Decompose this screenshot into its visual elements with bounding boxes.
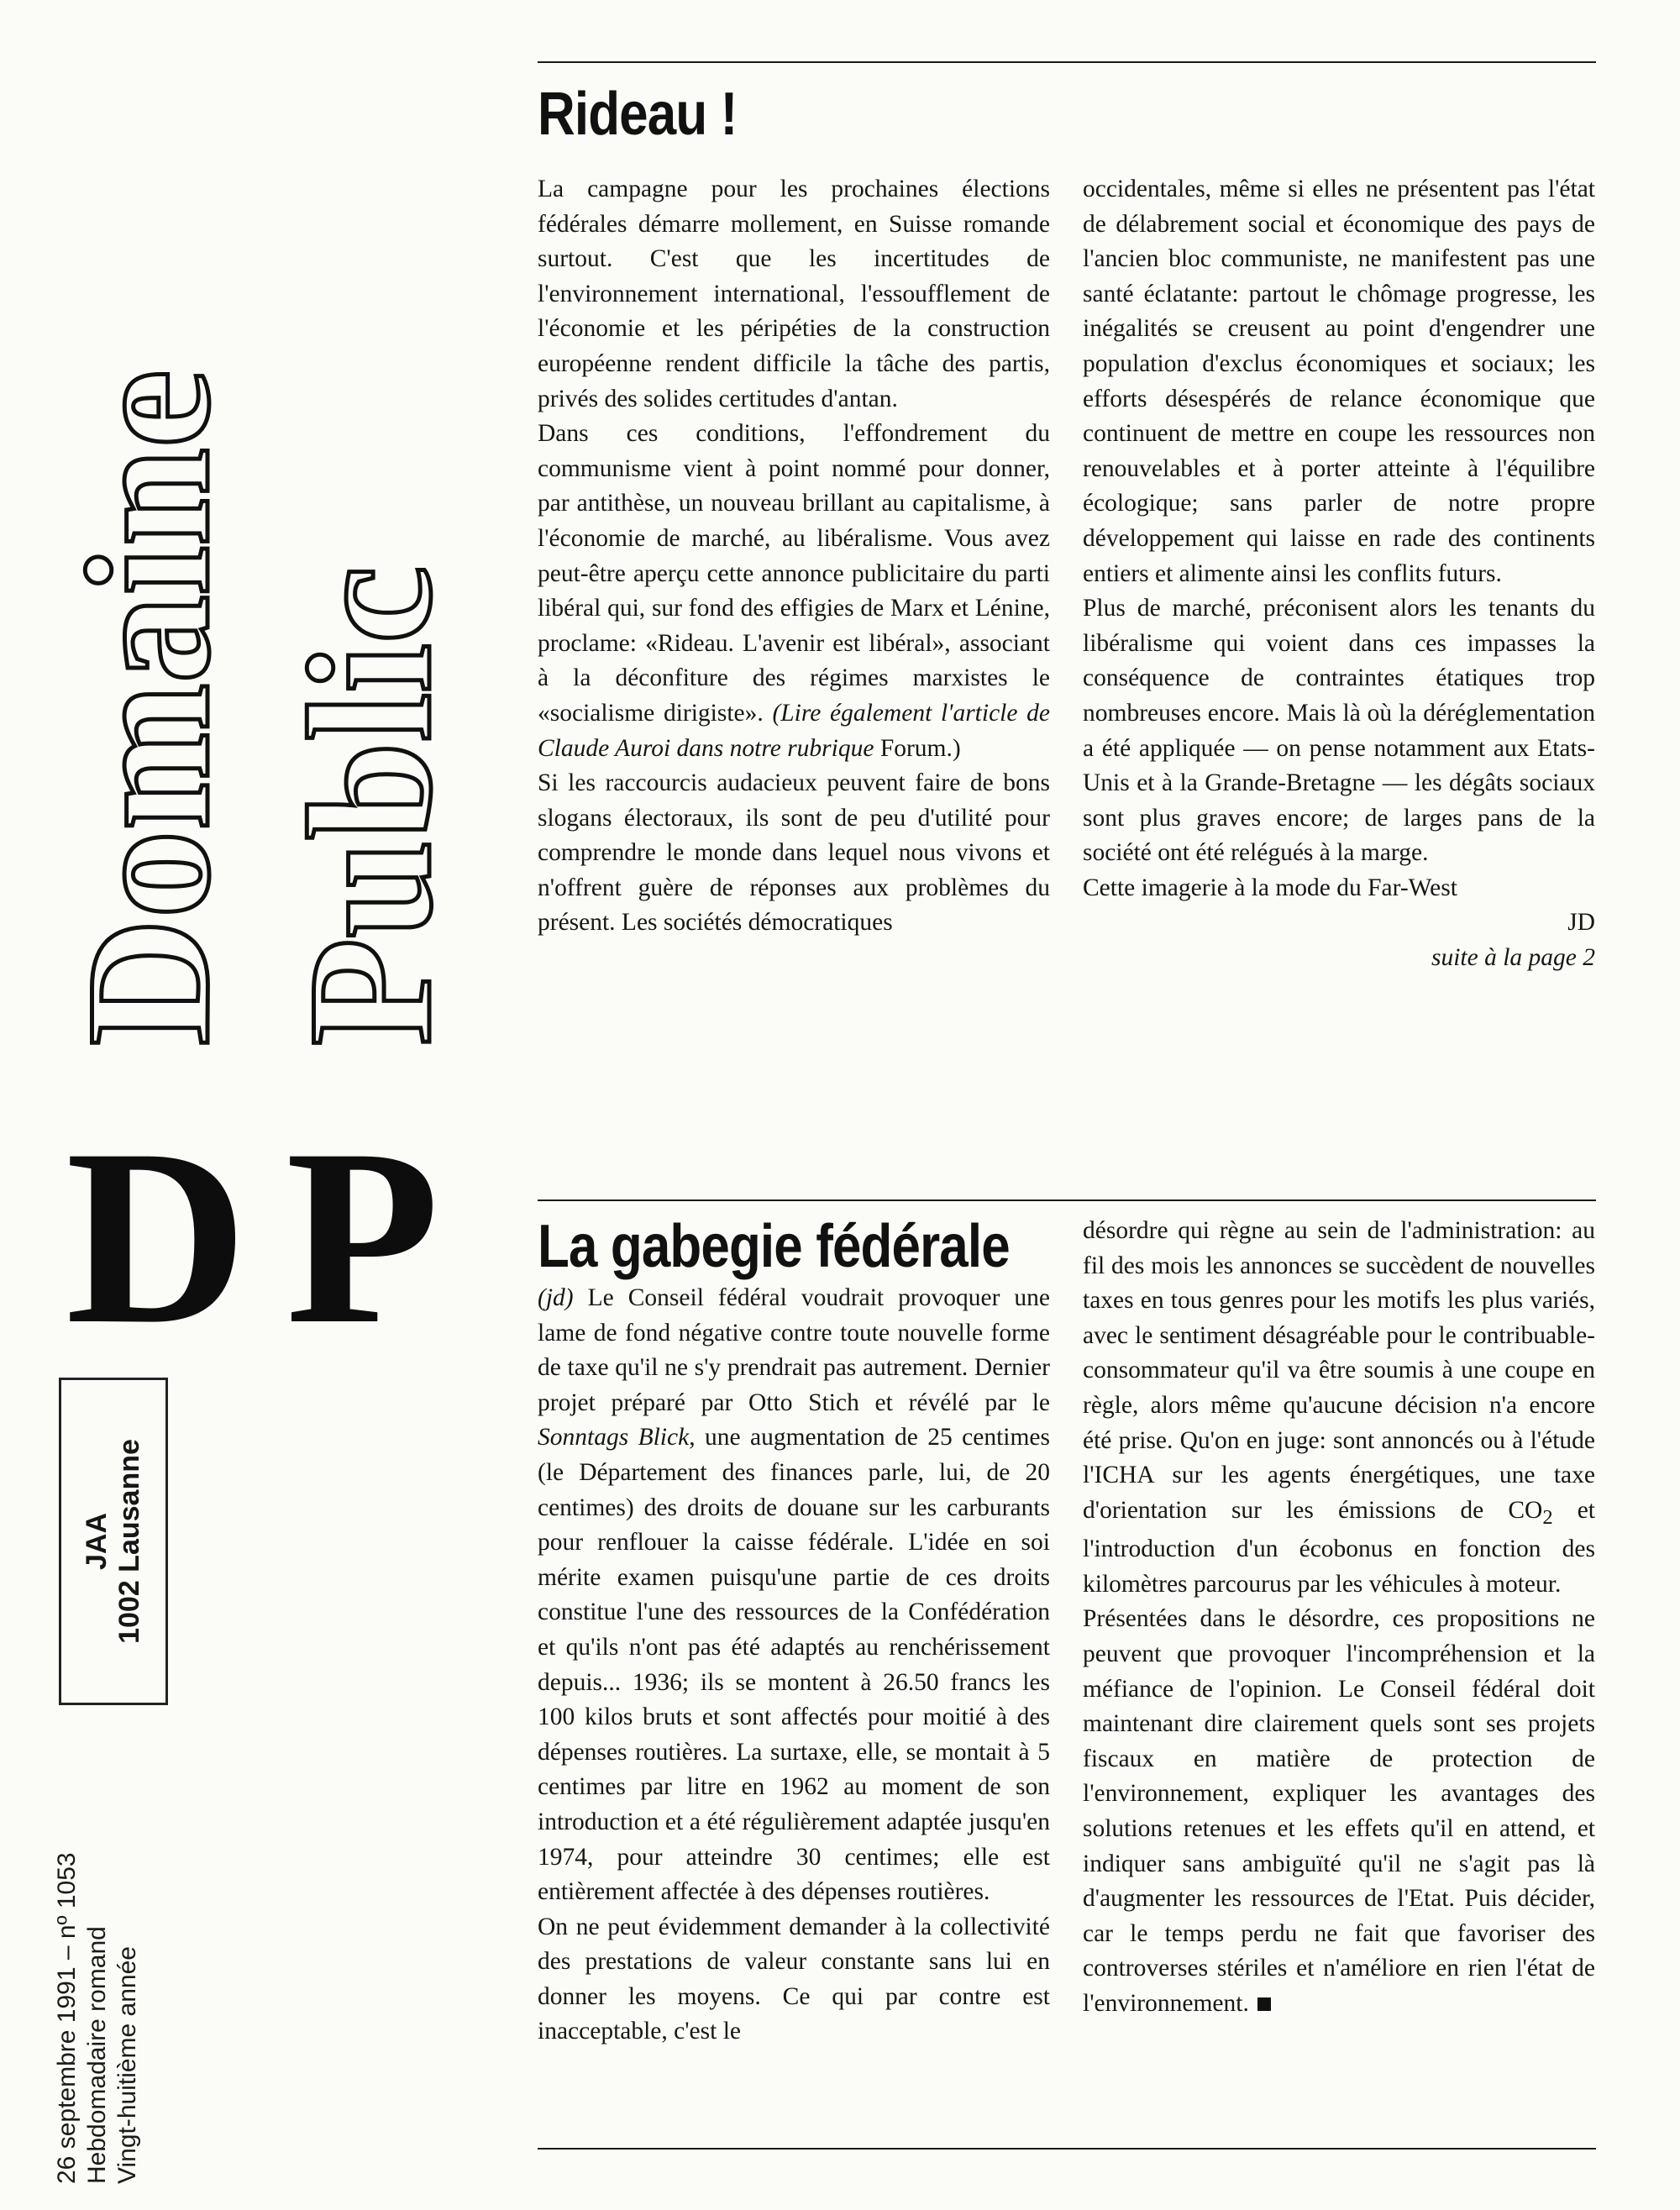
article-gabegie-headline: La gabegie fédérale [538, 1213, 1010, 1280]
end-of-article-square-icon [1257, 1997, 1271, 2011]
paragraph [1083, 1602, 1595, 2021]
paragraph-text: Le Conseil fédéral voudrait provoquer une lame de fond négative contre toute nouvelle forme de taxe qu'il ne s'y prendrait pas autrement. Dernier projet préparé par Otto Stich et révélé par le [538, 1284, 1051, 1416]
paragraph-text: désordre qui règne au sein de l'administration: au fil des mois les annonces se succèdent de nouvelles taxes en tous genres pour les motifs les plus variés, avec le sentiment désagréable pour le contribuable-consommateur qu'il va être soumis à une coupe en règle, alors même qu'aucune décision n'a encore été prise. Qu'on en juge: sont annoncés ou à l'étude l'ICHA sur les agents énergétiques, une taxe d'orientation sur les émissions de CO [1083, 1217, 1595, 1524]
paragraph-text: et l'introduction d'un écobonus en fonction des kilomètres parcourus par les véhicules à moteur. [1083, 1496, 1595, 1598]
paragraph: occidentales, même si elles ne présentent pas l'état de délabrement social et économique des pays de l'ancien bloc communiste, ne manifestent pas une santé éclatante: partout le chômage progresse, les inégalités se creusent au point d'engendrer une population d'exclus économiques et sociaux; les efforts désespérés de relance économique que continuent de mettre en coupe les ressources non renouvelables et à porter atteinte à l'équilibre écologique; sans parler de notre propre développement qui laisse en rade des continents entiers et alimente ainsi les conflits futurs. [1083, 176, 1595, 587]
paragraph: Plus de marché, préconisent alors les tenants du libéralisme qui voient dans ces impasses la conséquence de contraintes étatiques trop nombreuses encore. Mais là où la déréglementation a été appliquée — on pense notamment aux Etats-Unis et à la Grande-Bretagne — les dégâts sociaux sont plus graves encore; de larges pans de la société ont été relégués à la marge. [1083, 595, 1595, 867]
article-gabegie-column-2 [1083, 1214, 1595, 2022]
paragraph: Si les raccourcis audacieux peuvent faire de bons slogans électoraux, ils sont de peu d'utilité pour comprendre le monde dans lequel nous vivons et n'offrent guère de réponses aux problèmes du présent. Les sociétés démocratiques [538, 769, 1050, 937]
middle-rule [538, 1199, 1596, 1201]
publication-name: Sonntags Blick [538, 1424, 690, 1451]
author-tag: (jd) [538, 1284, 574, 1311]
article-rideau-column-1 [538, 172, 1050, 941]
masthead [0, 0, 504, 2210]
author-signature: JD [1567, 909, 1595, 937]
continued-note: suite à la page 2 [1431, 944, 1595, 972]
issue-year-edition: Vingt-huitième année [113, 1946, 141, 2184]
article-rideau-column-2 [1083, 172, 1595, 976]
masthead-letter-d: D [66, 1097, 248, 1376]
top-rule [538, 61, 1596, 63]
paragraph [538, 417, 1050, 766]
issue-frequency: Hebdomadaire romand [83, 1926, 111, 2184]
stamp-line-jaa: JAA [80, 1512, 113, 1571]
paragraph [538, 1281, 1050, 1910]
article-rideau-headline: Rideau ! [538, 81, 738, 148]
issue-date-number: 26 septembre 1991 – nº 1053 [53, 1852, 81, 2184]
paragraph-text: Présentées dans le désordre, ces propositions ne peuvent que provoquer l'incompréhension et la méfiance de l'opinion. Le Conseil fédéral doit maintenant dire clairement quels sont ses projets fiscaux en matière de protection de l'environnement, expliquer les avantages des solutions retenues et les effets qu'il en attend, et indiquer sans ambiguïté qu'il ne s'agit pas là d'augmenter les ressources de l'Etat. Puis décider, car le temps perdu ne fait que favoriser des controverses stériles et n'améliore en rien l'état de l'environnement. [1083, 1605, 1595, 2017]
subscript-2: 2 [1542, 1505, 1553, 1529]
masthead-title-domaine: Domaine [51, 370, 246, 1046]
article-gabegie-column-1 [538, 1281, 1050, 2050]
paragraph-text: Dans ces conditions, l'effondrement du communisme vient à point nommé pour donner, par antithèse, un nouveau brillant au capitalisme, à l'économie de marché, au libéralisme. Vous avez peut-être aperçu cette annonce publicitaire du parti libéral qui, sur fond des effigies de Marx et Lénine, proclame: «Rideau. L'avenir est libéral», associant à la déconfiture des régimes marxistes le «socialisme dirigiste». [538, 420, 1050, 727]
stamp-line-lausanne: 1002 Lausanne [113, 1439, 145, 1644]
paragraph: Cette imagerie à la mode du Far-West [1083, 874, 1457, 901]
cross-reference-italic: (Lire également l'article de Claude Auroi dans notre rubrique [538, 699, 1050, 762]
issue-metadata [52, 1512, 143, 2184]
masthead-title-public: Public [273, 565, 468, 1046]
paragraph-text: , une augmentation de 25 centimes (le Département des finances parle, lui, de 20 centimes) des droits de douane sur les carburants pour renflouer la caisse fédérale. L'idée en soi mérite examen puisqu'une partie de ces droits constitue l'une des ressources de la Confédération et qu'ils n'ont pas été adaptés au renchérissement depuis... 1936; ils se montent à 26.50 francs les 100 kilos bruts et sont affectés pour moitié à des dépenses routières. La surtaxe, elle, se montait à 5 centimes par litre en 1962 au moment de son introduction et a été régulièrement adaptée jusqu'en 1974, pour atteindre 30 centimes; elle est entièrement affectée à des dépenses routières. [538, 1424, 1050, 1906]
cross-reference-tail: Forum.) [879, 734, 961, 762]
bottom-rule [538, 2148, 1596, 2150]
masthead-letter-p: P [286, 1097, 440, 1376]
paragraph: On ne peut évidemment demander à la collectivité des prestations de valeur constante sans lui en donner les moyens. Ce qui par contre est inacceptable, c'est le [538, 1913, 1050, 2045]
paragraph: La campagne pour les prochaines élections fédérales démarre mollement, en Suisse romande surtout. C'est que les incertitudes de l'environnement international, l'essoufflement de l'économie et les péripéties de la construction européenne rendent difficile la tâche des partis, privés des solides certitudes d'antan. [538, 176, 1050, 412]
paragraph [1083, 1214, 1595, 1602]
